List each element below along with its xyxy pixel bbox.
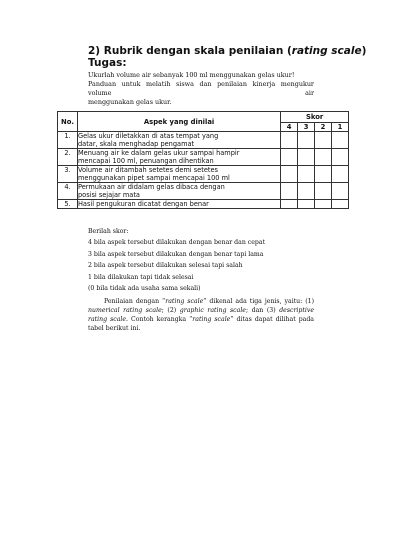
text-run: Penilaian dengan “ xyxy=(104,298,166,305)
row-aspek xyxy=(77,132,280,149)
score-cell[interactable] xyxy=(332,149,349,166)
aspek-line: Menuang air ke dalam gelas ukur sampai hampir xyxy=(77,149,240,157)
task-instructions xyxy=(88,71,314,107)
score-cell[interactable] xyxy=(281,183,298,200)
score-cell[interactable] xyxy=(281,200,298,209)
scoring-notes xyxy=(88,226,328,294)
score-cell[interactable] xyxy=(281,132,298,149)
score-cell[interactable] xyxy=(298,149,315,166)
score-cell[interactable] xyxy=(315,149,332,166)
text-run: . Contoh kerangka “ xyxy=(126,316,193,323)
score-cell[interactable] xyxy=(315,183,332,200)
text-run: ; dan (3) xyxy=(245,307,280,314)
row-aspek xyxy=(77,166,280,183)
heading-prefix: 2) Rubrik dengan skala penilaian ( xyxy=(88,45,292,57)
score-cell[interactable] xyxy=(281,149,298,166)
heading-italic-term: rating scale xyxy=(291,45,362,57)
table-row xyxy=(58,166,349,183)
instruction-line-2: Panduan untuk melatih siswa dan penilaian kinerja mengukur volume air xyxy=(88,80,314,97)
row-number: 5. xyxy=(58,200,78,209)
table-row xyxy=(58,132,349,149)
skor-value: 3 xyxy=(298,123,315,132)
explanation-paragraph xyxy=(88,297,314,333)
notes-item: (0 bila tidak ada usaha sama sekali) xyxy=(88,285,201,293)
score-cell[interactable] xyxy=(298,166,315,183)
text-run: ; (2) xyxy=(161,307,180,314)
row-number: 4. xyxy=(58,183,78,200)
skor-value: 1 xyxy=(332,123,349,132)
heading-task-label: Tugas: xyxy=(88,57,127,69)
header-aspek: Aspek yang dinilai xyxy=(77,112,280,132)
row-aspek xyxy=(77,183,280,200)
table-row xyxy=(58,183,349,200)
rubric-table xyxy=(57,111,349,209)
notes-title: Berilah skor: xyxy=(88,228,129,235)
header-no: No. xyxy=(58,112,78,132)
score-cell[interactable] xyxy=(315,132,332,149)
row-number: 1. xyxy=(58,132,78,149)
row-number: 2. xyxy=(58,149,78,166)
score-cell[interactable] xyxy=(298,132,315,149)
row-number: 3. xyxy=(58,166,78,183)
notes-item: 3 bila aspek tersebut dilakukan dengan benar tapi lama xyxy=(88,250,264,258)
paragraph-text xyxy=(88,297,314,333)
score-cell[interactable] xyxy=(298,183,315,200)
aspek-line: datar, skala menghadap pengamat xyxy=(77,140,195,148)
table-row xyxy=(58,149,349,166)
aspek-line: Gelas ukur diletakkan di atas tempat yang xyxy=(77,132,219,140)
row-aspek xyxy=(77,149,280,166)
text-run: ” ditas dapat dilihat pada tabel berikut ini. xyxy=(88,316,314,332)
header-skor: Skor xyxy=(281,112,349,123)
instruction-line-3: menggunakan gelas ukur. xyxy=(88,98,172,106)
notes-item: 4 bila aspek tersebut dilakukan dengan benar dan cepat xyxy=(88,239,266,247)
italic-term: descriptive rating scale xyxy=(88,307,314,323)
score-cell[interactable] xyxy=(315,166,332,183)
aspek-line: Permukaan air didalam gelas dibaca dengan xyxy=(77,183,225,191)
instruction-line-1: Ukurlah volume air sebanyak 100 ml menggunakan gelas ukur! xyxy=(88,71,295,79)
italic-term: numerical rating scale xyxy=(88,307,162,314)
notes-item: 2 bila aspek tersebut dilakukan selesai tapi salah xyxy=(88,262,243,270)
notes-item: 1 bila dilakukan tapi tidak selesai xyxy=(88,273,194,281)
score-cell[interactable] xyxy=(298,200,315,209)
heading-line-1 xyxy=(88,45,378,57)
italic-term: graphic rating scale xyxy=(179,307,246,314)
text-run: ” dikenal ada tiga jenis, yaitu: (1) xyxy=(203,298,315,305)
aspek-line: posisi sejajar mata xyxy=(77,191,140,199)
italic-term: rating scale xyxy=(165,298,204,305)
heading-suffix: ) xyxy=(361,45,367,57)
score-cell[interactable] xyxy=(281,166,298,183)
italic-term: rating scale xyxy=(192,316,231,323)
table-row xyxy=(58,200,349,209)
aspek-line: mencapai 100 ml, penuangan dihentikan xyxy=(77,157,214,165)
aspek-line: Volume air ditambah setetes demi setetes xyxy=(77,166,218,174)
score-cell[interactable] xyxy=(332,132,349,149)
skor-value: 4 xyxy=(281,123,298,132)
aspek-line: menggunakan pipet sampai mencapai 100 ml xyxy=(77,174,230,182)
section-heading xyxy=(88,45,378,69)
score-cell[interactable] xyxy=(332,166,349,183)
skor-value: 2 xyxy=(315,123,332,132)
score-cell[interactable] xyxy=(332,183,349,200)
score-cell[interactable] xyxy=(332,200,349,209)
aspek-line: Hasil pengukuran dicatat dengan benar xyxy=(77,200,209,208)
row-aspek xyxy=(77,200,280,209)
score-cell[interactable] xyxy=(315,200,332,209)
